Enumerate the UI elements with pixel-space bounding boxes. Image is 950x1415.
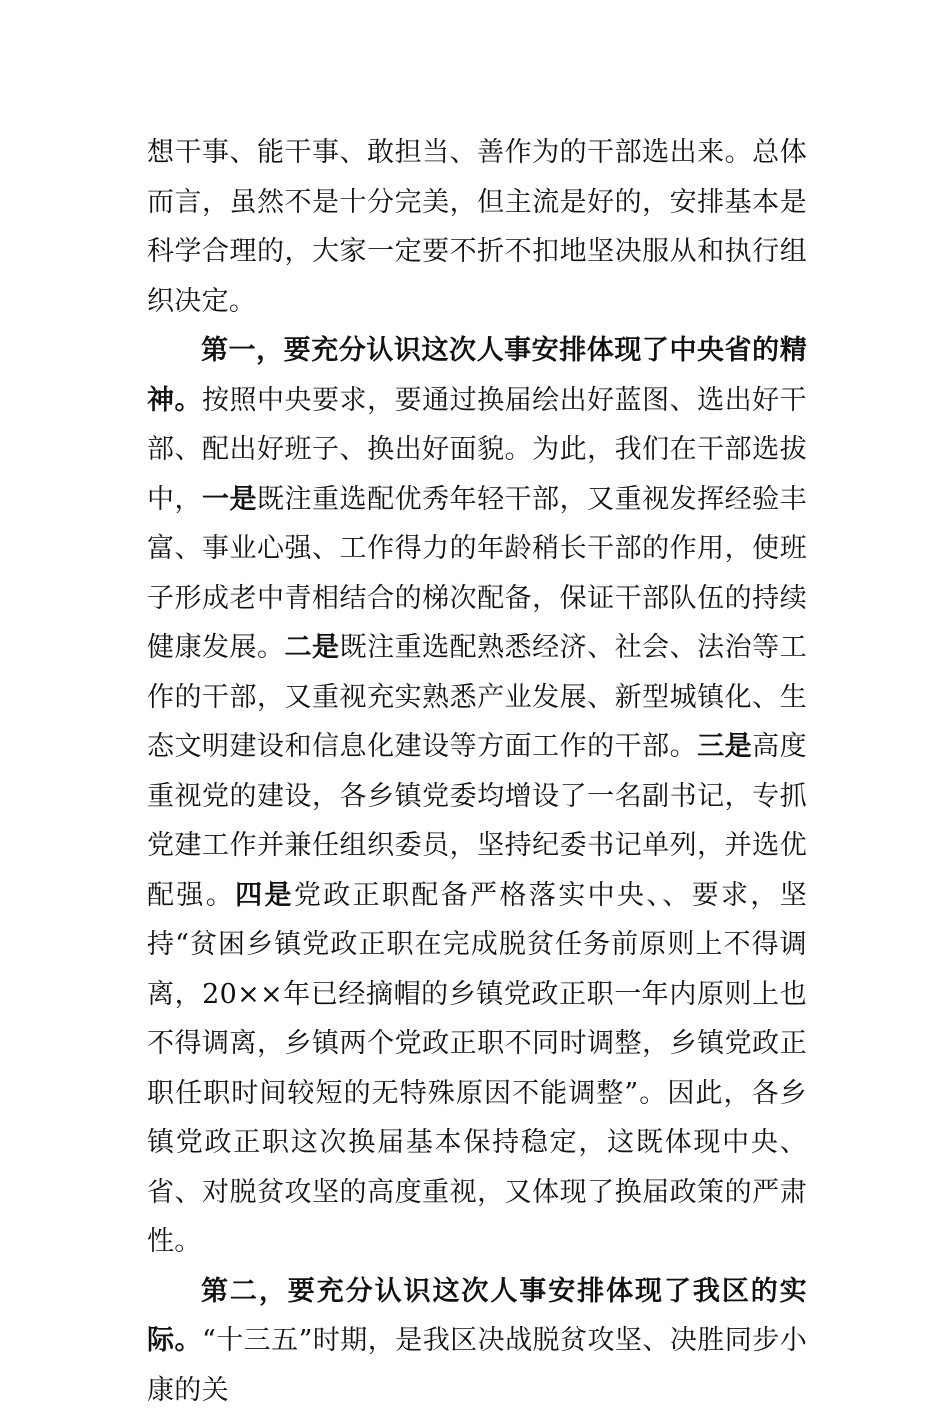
body-text: 高度重视党的建设，各乡镇党委均增设了一名副书记，专抓党建工作并兼任组织委员，坚持纪委书记单列，并选优配强。	[147, 731, 807, 911]
heading-first-point: 第一，要充分认识这次人事安排体现了中央省的精神。	[147, 335, 807, 416]
body-text: 按照中央要求，要通过换届绘出好蓝图、选出好干部、配出好班子、换出好面貌。为此，我们在干部选拔中，	[147, 385, 807, 515]
body-text: “十三五”时期，是我区决战脱贫攻坚、决胜同步小康的关	[147, 1325, 807, 1406]
document-page	[147, 128, 807, 1415]
paragraph-intro-text: 想干事、能干事、敢担当、善作为的干部选出来。总体而言，虽然不是十分完美，但主流是好的，安排基本是科学合理的，大家一定要不折不扣地坚决服从和执行组织决定。	[147, 137, 807, 317]
heading-second-point: 第二，要充分认识这次人事安排体现了我区的实际。	[147, 1276, 807, 1357]
body-text: 既注重选配熟悉经济、社会、法治等工作的干部，又重视充实熟悉产业发展、新型城镇化、生态文明建设和信息化建设等方面工作的干部。	[147, 632, 807, 762]
paragraph-intro	[147, 128, 807, 326]
body-text: 党政正职配备严格落实中央、、要求，坚持“贫困乡镇党政正职在完成脱贫任务前原则上不得调离，20××年已经摘帽的乡镇党政正职一年内原则上也不得调离，乡镇两个党政正职不同时调整，乡镇党政正职任职时间较短的无特殊原因不能调整”。因此，各乡镇党政正职这次换届基本保持稳定，这既体现中央、省、对脱贫攻坚的高度重视，又体现了换届政策的严肃性。	[147, 880, 807, 1258]
item-marker-one: 一是	[202, 484, 257, 515]
body-text: 既注重选配优秀年轻干部，又重视发挥经验丰富、事业心强、工作得力的年龄稍长干部的作用，使班子形成老中青相结合的梯次配备，保证干部队伍的持续健康发展。	[147, 484, 807, 664]
paragraph-second-point	[147, 1267, 807, 1415]
item-marker-four: 四是	[235, 880, 294, 911]
item-marker-three: 三是	[697, 731, 752, 762]
paragraph-first-point	[147, 326, 807, 1267]
item-marker-two: 二是	[285, 632, 340, 663]
